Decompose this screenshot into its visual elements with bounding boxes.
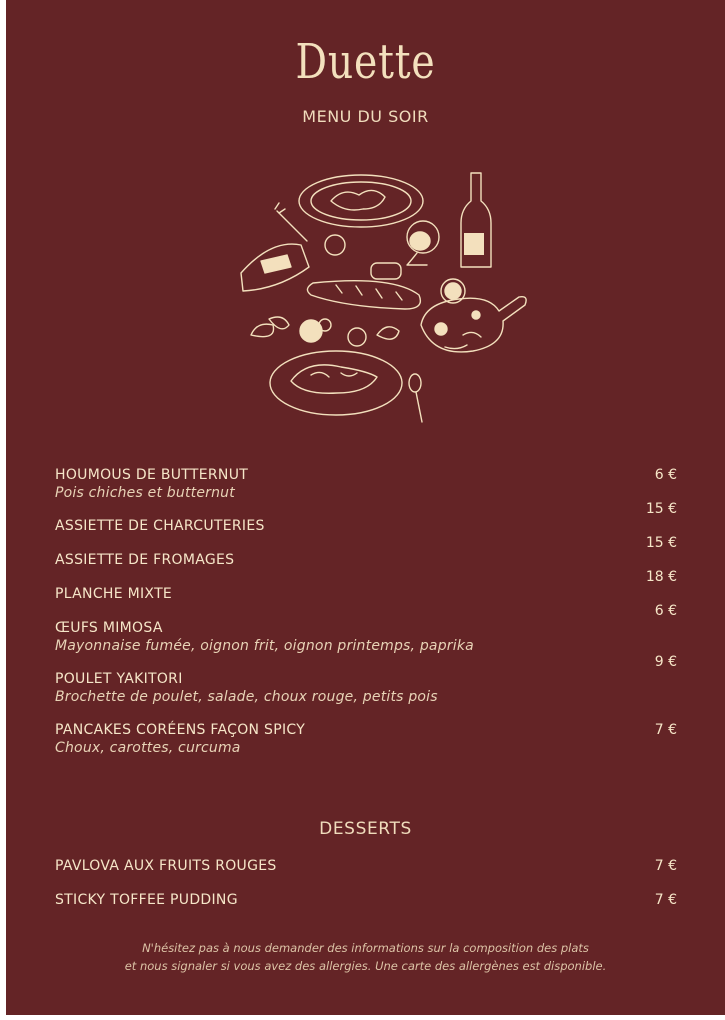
desserts-heading: DESSERTS xyxy=(319,819,412,839)
menu-item-name: HOUMOUS DE BUTTERNUT xyxy=(55,467,249,483)
dessert-item-price: 7 € xyxy=(654,858,677,874)
menu-item-description: Brochette de poulet, salade, choux rouge, petits pois xyxy=(55,689,438,705)
dessert-item-name: STICKY TOFFEE PUDDING xyxy=(55,892,238,908)
restaurant-title: Duette xyxy=(295,34,436,90)
menu-item-price: 6 € xyxy=(654,467,677,483)
menu-subtitle: MENU DU SOIR xyxy=(302,107,429,126)
menu-item-price: 6 € xyxy=(654,603,677,619)
menu-item-price: 15 € xyxy=(645,501,677,517)
menu-item-name: PLANCHE MIXTE xyxy=(55,586,173,602)
menu-item-description: Choux, carottes, curcuma xyxy=(55,740,241,756)
dessert-item-price: 7 € xyxy=(654,892,677,908)
allergy-notice-line: et nous signaler si vous avez des allergies. Une carte des allergènes est disponible. xyxy=(124,959,607,973)
dessert-item-name: PAVLOVA AUX FRUITS ROUGES xyxy=(55,858,277,874)
allergy-notice-line: N'hésitez pas à nous demander des informations sur la composition des plats xyxy=(142,941,589,955)
menu-item-description: Pois chiches et butternut xyxy=(55,485,235,501)
food-sketch-illustration-icon xyxy=(231,165,551,435)
menu-item-price: 18 € xyxy=(645,569,677,585)
menu-item-name: ŒUFS MIMOSA xyxy=(55,620,163,636)
menu-item-name: ASSIETTE DE CHARCUTERIES xyxy=(55,518,265,534)
menu-item-description: Mayonnaise fumée, oignon frit, oignon printemps, paprika xyxy=(55,638,474,654)
menu-item-name: POULET YAKITORI xyxy=(55,671,183,687)
menu-item-price: 15 € xyxy=(645,535,677,551)
menu-page xyxy=(6,0,725,1015)
menu-item-price: 7 € xyxy=(654,722,677,738)
menu-item-name: ASSIETTE DE FROMAGES xyxy=(55,552,235,568)
menu-item-name: PANCAKES CORÉENS FAÇON SPICY xyxy=(55,722,306,738)
menu-item-price: 9 € xyxy=(654,654,677,670)
